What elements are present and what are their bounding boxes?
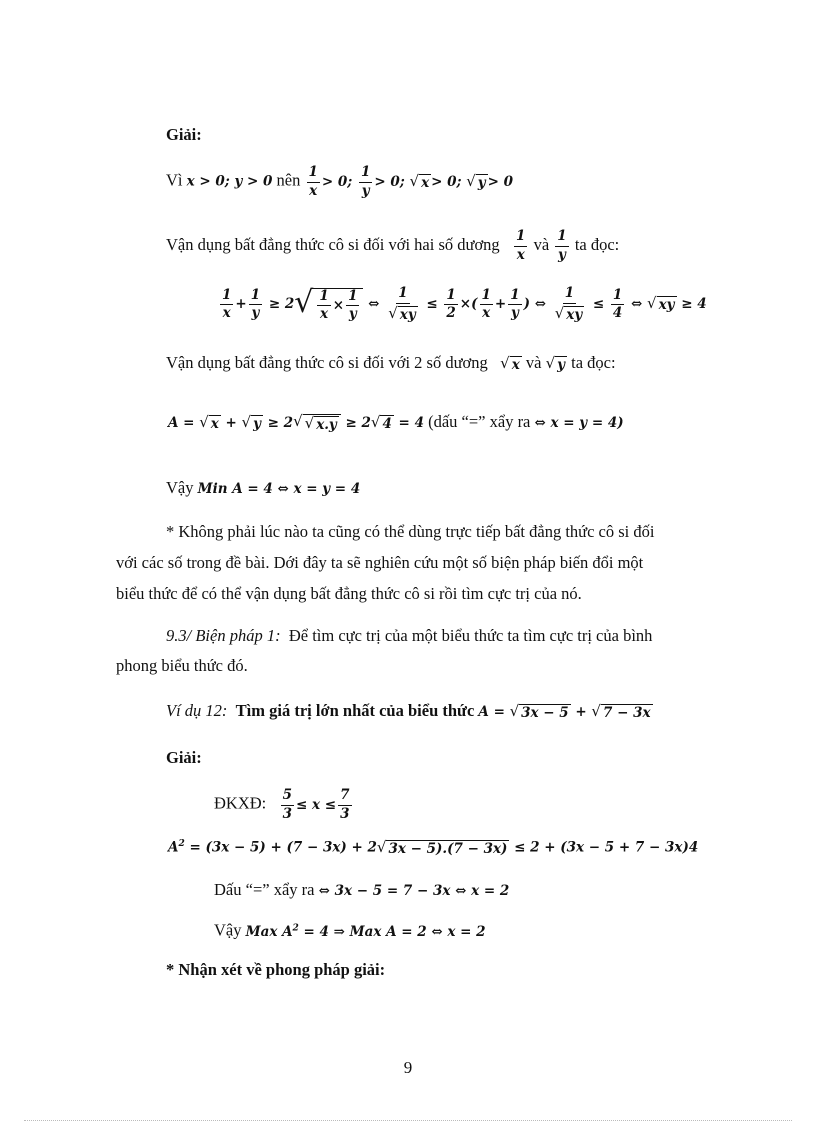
example-12-line xyxy=(166,701,653,722)
method-text: Để tìm cực trị của một biểu thức ta tìm cực trị của bình xyxy=(288,626,653,645)
formula-equality: ⇔ x = y = 4) xyxy=(534,415,624,431)
note-line-3: biểu thức để có thể vận dụng bất đẳng thức cô si rồi tìm cực trị của nó. xyxy=(116,584,582,603)
va-text: và xyxy=(533,234,550,254)
conclusion-line-1 xyxy=(166,478,360,499)
va-text-2: và xyxy=(525,353,542,372)
conclusion-line-2 xyxy=(214,918,486,942)
remark-heading: * Nhận xét về phong pháp giải: xyxy=(166,960,386,979)
formula-example: A = √ 3x − 5 + √ 7 − 3x xyxy=(478,702,651,722)
dkxd-text: ĐKXĐ: xyxy=(214,793,267,813)
solution-heading-2: Giải: xyxy=(166,748,202,767)
formula-reciprocals: $\frac{1}{x}$ > 0; $\frac{1}{y}$ > 0; √ x > 0; √ y > 0 xyxy=(308,164,514,199)
nen-text: nên xyxy=(276,170,301,190)
equality-line xyxy=(214,880,509,901)
note-line-1: * Không phải lúc nào ta cũng có thể dùng trực tiếp bất đẳng thức cô si đối xyxy=(166,522,655,541)
apply-cauchy-line-2: Vận dụng bất đẳng thức cô si đối với 2 số dương √ x và √ y ta đọc: xyxy=(166,353,616,373)
domain-line xyxy=(214,789,354,821)
example-label: Ví dụ 12: xyxy=(166,701,228,720)
vay-2-text: Vậy xyxy=(214,920,242,940)
formula-positive: x > 0; y > 0 xyxy=(186,173,273,190)
dau-bang-text: (dấu “=” xẩy ra xyxy=(428,412,531,431)
formula-A-squared: $A^2 = (3x - 5) + (7 - 3x) + 2$ √ 3x − 5).(7 − 3x) ≤ 2 + (3x − 5 + 7 − 3x)4 xyxy=(168,837,699,857)
formula-equality-2: ⇔ 3x − 5 = 7 − 3x ⇔ x = 2 xyxy=(318,883,510,899)
solution-heading: Giải: xyxy=(166,125,202,144)
vay-text: Vậy xyxy=(166,478,194,497)
apply2-text: Vận dụng bất đẳng thức cô si đối với 2 số dương xyxy=(166,353,488,372)
formula-max: Max $A^2 = 4$ ⇒ Max A = 2 ⇔ x = 2 xyxy=(245,923,486,940)
apply-cauchy-line-1: Vận dụng bất đẳng thức cô si đối với hai số dương $\frac{1}{x}$ và $\frac{1}{y}$ ta đọc: xyxy=(166,228,620,263)
formula-A: A = √ x + √ y ≥ 2 √ √ x.y ≥ 2 √ 4 = 4 xyxy=(168,412,424,434)
ta-duoc-text: ta đọc: xyxy=(574,234,620,254)
method-1-line-2: phong biểu thức đó. xyxy=(116,656,248,675)
apply1-text: Vận dụng bất đẳng thức cô si đối với hai số dương xyxy=(166,234,500,254)
vi-text: Vì xyxy=(166,170,183,190)
formula-min: Min A = 4 ⇔ x = y = 4 xyxy=(197,481,361,497)
dau-bang-2-text: Dấu “=” xẩy ra xyxy=(214,880,315,899)
condition-line xyxy=(166,166,513,198)
formula-domain: $\frac{5}{3}$ ≤ x ≤ $\frac{7}{3}$ xyxy=(282,787,350,822)
formula-A-line xyxy=(168,412,624,433)
example-text: Tìm giá trị lớn nhất của biểu thức xyxy=(235,701,475,720)
footer-divider xyxy=(24,1120,792,1121)
formula-inequality-1: $\frac{1}{x}$ + $\frac{1}{y}$ ≥ 2 √ $\frac{1}{x}$ × $\frac{1}{y}$ ⇔ 1 √ xy ≤ $\frac{1}{2}$ ×( $\frac{1}{x}$ + $\frac{1}{y}$ ) ⇔ 1 √ xy ≤ $\frac{1}{4}$ ⇔ √ xy ≥ 4 xyxy=(222,284,707,323)
page-number: 9 xyxy=(403,1058,413,1077)
ta-duoc-text-2: ta đọc: xyxy=(571,353,616,372)
method-1-line xyxy=(166,626,652,646)
note-line-2: với các số trong đề bài. Dới đây ta sẽ nghiên cứu một số biện pháp biến đổi một xyxy=(116,553,644,572)
method-label: 9.3/ Biện pháp 1: xyxy=(166,626,281,645)
